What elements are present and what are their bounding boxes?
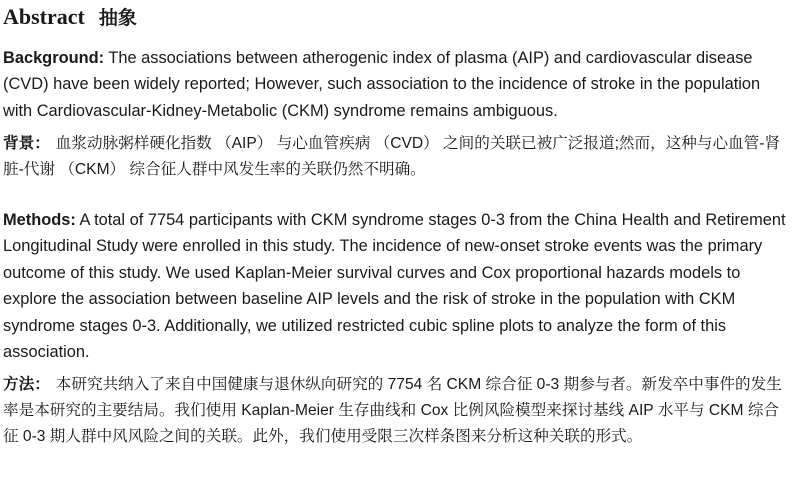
abstract-heading	[3, 3, 137, 32]
methods-label-zh: 方法：	[3, 376, 50, 393]
abstract-heading-zh: 抽象	[98, 7, 137, 29]
background-paragraph-en	[3, 45, 793, 124]
abstract-heading-en: Abstract	[3, 4, 85, 29]
methods-label-en: Methods:	[3, 211, 76, 229]
background-label-zh: 背景：	[3, 135, 50, 152]
methods-text-en: A total of 7754 participants with CKM syndrome stages 0-3 from the China Health and Retirement Longitudinal Study were enrolled in this study. The incidence of new-onset stroke events was the primary outcome of this study. We used Kaplan-Meier survival curves and Cox proportional hazards models to explore the association between baseline AIP levels and the risk of stroke in the population with CKM syndrome stages 0-3. Additionally, we utilized restricted cubic spline plots to analyze the form of this association.	[3, 211, 786, 362]
background-text-zh: 血浆动脉粥样硬化指数 （AIP） 与心血管疾病 （CVD） 之间的关联已被广泛报道;然而，这种与心血管-肾脏-代谢 （CKM） 综合征人群中风发生率的关联仍然不明确。	[3, 135, 781, 178]
methods-paragraph-zh	[3, 372, 793, 450]
methods-text-zh: 本研究共纳入了来自中国健康与退休纵向研究的 7754 名 CKM 综合征 0-3 期参与者。新发卒中事件的发生率是本研究的主要结局。我们使用 Kaplan-Meier 生存曲线和 Cox 比例风险模型来探讨基线 AIP 水平与 CKM 综合征 0-3 期人群中风风险之间的关联。此外，我们使用受限三次样条图来分析这种关联的形式。	[3, 376, 782, 445]
background-paragraph-zh	[3, 131, 793, 183]
background-label-en: Background:	[3, 49, 105, 67]
methods-paragraph-en	[3, 207, 793, 365]
background-text-en: The associations between atherogenic index of plasma (AIP) and cardiovascular disease (CVD) have been widely reported; However, such association to the incidence of stroke in the population with Cardiovascular-Kidney-Metabolic (CKM) syndrome remains ambiguous.	[3, 49, 761, 120]
